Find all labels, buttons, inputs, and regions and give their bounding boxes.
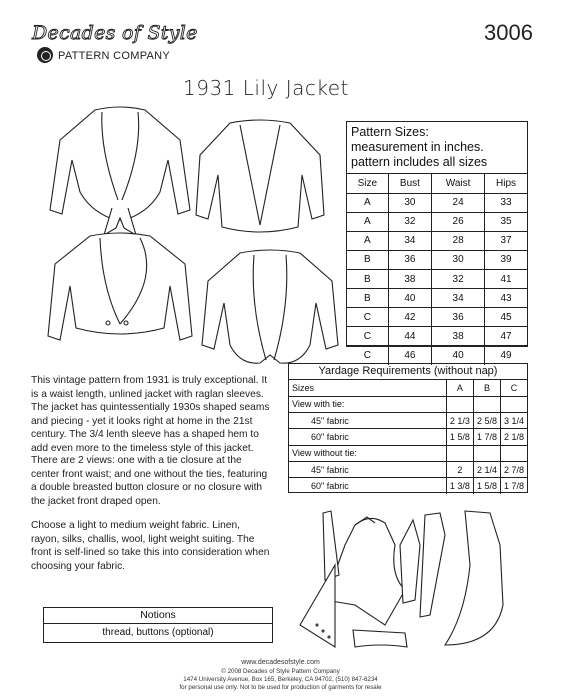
description-paragraph-2 — [31, 454, 285, 508]
table-cell: 38 — [432, 327, 485, 346]
table-cell: 1 5/8 — [446, 429, 473, 445]
column-header: C — [500, 380, 527, 396]
table-cell: 2 1/3 — [446, 413, 473, 429]
text-line: add even more to the timeless style of this jacket. — [31, 442, 254, 454]
sizes-heading-line: Pattern Sizes: — [351, 125, 429, 139]
table-cell: 1 3/8 — [446, 478, 473, 494]
table-row — [347, 289, 527, 308]
table-cell: 46 — [388, 346, 431, 365]
table-cell: B — [347, 269, 388, 288]
pattern-sizes-heading — [347, 122, 527, 174]
table-cell: 35 — [485, 212, 527, 231]
table-cell: A — [347, 212, 388, 231]
table-cell: 42 — [388, 308, 431, 327]
pattern-number: 3006 — [484, 20, 533, 45]
page-title: 1931 Lily Jacket — [183, 76, 349, 100]
table-cell: 32 — [432, 269, 485, 288]
table-cell: A — [347, 231, 388, 250]
table-row — [347, 269, 527, 288]
text-line: front is self-lined so take this into consideration when — [31, 547, 270, 559]
table-cell — [473, 445, 500, 461]
table-cell: 36 — [432, 308, 485, 327]
brand-logo-text: Decades of Style — [32, 22, 198, 44]
footer-copyright: © 2008 Decades of Style Pattern Company — [221, 668, 340, 675]
footer-url: www.decadesofstyle.com — [241, 659, 320, 666]
column-header: Hips — [485, 174, 527, 193]
table-row — [289, 413, 527, 429]
text-line: a double breasted button closure or no closure with — [31, 482, 263, 494]
jacket-illustration-back-view-tie — [190, 115, 330, 245]
table-cell — [446, 445, 473, 461]
brand-subtitle: PATTERN COMPANY — [58, 50, 171, 62]
text-line: century. The 3/4 lenth sleeve has a shaped hem to — [31, 429, 259, 441]
table-cell: 40 — [432, 346, 485, 365]
table-cell: B — [347, 250, 388, 269]
jacket-illustration-button-view — [40, 228, 200, 358]
table-cell: 1 5/8 — [473, 478, 500, 494]
yardage-table — [288, 363, 528, 493]
text-line: This vintage pattern from 1931 is truly exceptional. It — [31, 375, 268, 386]
table-cell: 34 — [432, 289, 485, 308]
sizes-heading-line: measurement in inches. — [351, 140, 484, 154]
table-cell: 32 — [388, 212, 431, 231]
table-cell: 33 — [485, 193, 527, 212]
description-paragraph-1 — [31, 374, 285, 456]
table-cell: 45 — [485, 308, 527, 327]
text-line: choosing your fabric. — [31, 560, 126, 572]
text-line: The jacket has quintessentially 1930s shaped seams — [31, 402, 270, 414]
table-cell: 28 — [432, 231, 485, 250]
rose-icon — [37, 47, 53, 63]
table-cell — [473, 396, 500, 412]
table-row — [347, 308, 527, 327]
table-row — [289, 461, 527, 477]
sizes-header-row — [347, 174, 527, 193]
footer-address: 1474 University Avenue, Box 165, Berkeley, CA 94702, (510) 847-6234 — [183, 676, 378, 683]
pattern-sizes-table — [346, 121, 528, 362]
table-cell: 41 — [485, 269, 527, 288]
table-cell — [500, 396, 527, 412]
table-cell — [446, 396, 473, 412]
notions-box — [43, 607, 273, 643]
table-cell: 49 — [485, 346, 527, 365]
table-cell: C — [347, 327, 388, 346]
group-label: View with tie: — [289, 396, 446, 412]
table-cell — [500, 445, 527, 461]
column-header: Bust — [388, 174, 431, 193]
table-cell: 38 — [388, 269, 431, 288]
yardage-group-row — [289, 396, 527, 412]
yardage-header-row — [289, 380, 527, 396]
table-row — [347, 250, 527, 269]
table-cell: 34 — [388, 231, 431, 250]
text-line: There are 2 views: one with a tie closure at the — [31, 455, 242, 466]
table-cell: 2 5/8 — [473, 413, 500, 429]
table-cell: 2 1/8 — [500, 429, 527, 445]
table-row — [347, 193, 527, 212]
text-line: Choose a light to medium weight fabric. Linen, — [31, 520, 240, 531]
column-header: A — [446, 380, 473, 396]
table-cell: 45" fabric — [289, 461, 446, 477]
table-row — [347, 231, 527, 250]
footer-notice: for personal use only. Not to be used for production of garments for resale — [179, 684, 382, 691]
jacket-illustration-open-view — [200, 245, 340, 375]
table-cell: 2 7/8 — [500, 461, 527, 477]
table-cell: 45" fabric — [289, 413, 446, 429]
table-cell: 30 — [432, 250, 485, 269]
table-cell: 37 — [485, 231, 527, 250]
table-cell: 3 1/4 — [500, 413, 527, 429]
column-header: Sizes — [289, 380, 446, 396]
notions-value: thread, buttons (optional) — [102, 627, 214, 638]
table-cell: 2 — [446, 461, 473, 477]
text-line: the jacket front draped open. — [31, 495, 161, 507]
column-header: B — [473, 380, 500, 396]
group-label: View without tie: — [289, 445, 446, 461]
column-header: Waist — [432, 174, 485, 193]
yardage-title: Yardage Requirements (without nap) — [289, 364, 527, 380]
table-cell: A — [347, 193, 388, 212]
table-cell: 2 1/4 — [473, 461, 500, 477]
table-cell: B — [347, 289, 388, 308]
table-cell: 43 — [485, 289, 527, 308]
table-cell: 40 — [388, 289, 431, 308]
table-cell: 36 — [388, 250, 431, 269]
pattern-pieces-diagram — [295, 505, 535, 655]
sizes-heading-line: pattern includes all sizes — [351, 155, 488, 169]
table-cell: 60" fabric — [289, 478, 446, 494]
table-cell: 1 7/8 — [473, 429, 500, 445]
table-cell: 44 — [388, 327, 431, 346]
text-line: is a waist length, unlined jacket with raglan sleeves. — [31, 388, 264, 400]
table-row — [289, 478, 527, 494]
yardage-group-row — [289, 445, 527, 461]
table-row — [347, 327, 527, 346]
table-cell: 1 7/8 — [500, 478, 527, 494]
text-line: rayon, silks, challis, wool, light weight suiting. The — [31, 533, 255, 545]
description-paragraph-3 — [31, 519, 285, 573]
table-cell: 24 — [432, 193, 485, 212]
table-cell: 47 — [485, 327, 527, 346]
table-cell: 26 — [432, 212, 485, 231]
text-line: center front waist; and one without the ties, featuring — [31, 468, 268, 480]
column-header: Size — [347, 174, 388, 193]
table-cell: C — [347, 346, 388, 365]
table-row — [289, 429, 527, 445]
table-cell: C — [347, 308, 388, 327]
table-cell: 60" fabric — [289, 429, 446, 445]
notions-heading: Notions — [44, 608, 272, 624]
text-line: and piecing - yet it looks right at home in the 21st — [31, 415, 253, 427]
table-row — [347, 212, 527, 231]
table-cell: 30 — [388, 193, 431, 212]
table-cell: 39 — [485, 250, 527, 269]
